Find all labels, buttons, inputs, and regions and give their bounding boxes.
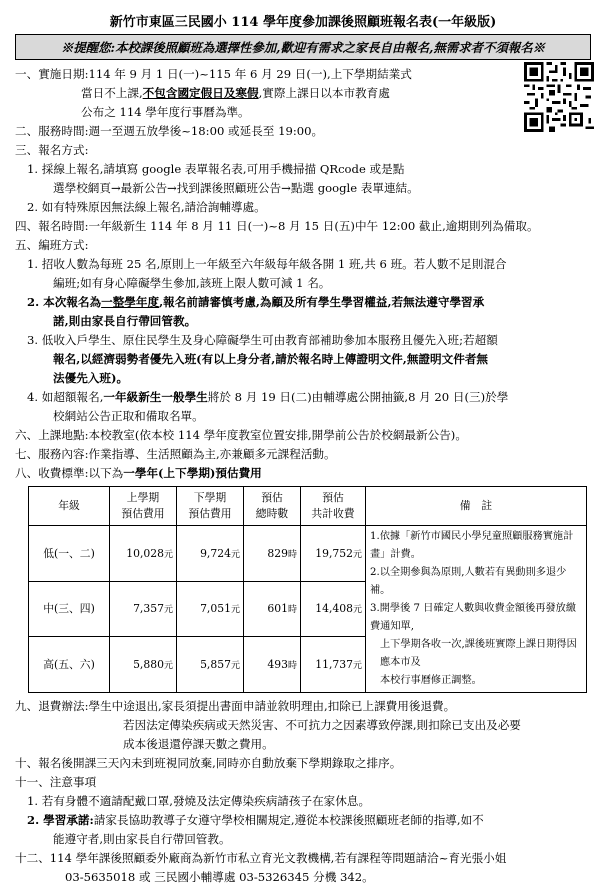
s8-pre: 八、收費標準:以下為 [15,466,124,480]
unit: 元 [352,549,362,560]
s3-item2: 2. 如有特殊原因無法線上報名,請洽詢輔導處。 [27,200,266,214]
s1-text-end: ,實際上課日以本市教育處 [258,86,390,100]
s5-item1-line2: 編班;如有身心障礙學生參加,該班上限人數可減 1 名。 [53,276,331,290]
value: 10,028 [126,546,164,560]
unit: 元 [163,549,173,560]
s12-contact-line2: 03-5635018 或 三民國小輔導處 03-5326345 分機 342。 [65,870,374,884]
value: 5,880 [133,658,164,672]
note-3-cont2: 本校行事曆修正調整。 [380,675,482,686]
s6-location: 六、上課地點:本校教室(依本校 114 學年度教室位置安排,開學前公告於校網最新公告)。 [15,428,467,442]
s11-item2-line1 [13,811,593,830]
s11-heading: 十一、注意事項 [15,775,97,789]
row-hours [244,581,301,637]
registration-form [13,8,593,887]
table-row [29,526,587,582]
warning-banner: ※提醒您:本校課後照顧班為選擇性參加,歡迎有需求之家長自由報名,無需求者不須報名※ [15,34,591,60]
row-hours [244,526,301,582]
col-upper-fee: 上學期 預估費用 [110,487,177,526]
s12-contact-line1: 十二、114 學年課後照顧委外廠商為新竹市私立育光文教機構,若有課程等問題請洽~育光張小姐 [15,851,507,865]
value: 7,051 [200,602,231,616]
s3-item1-line1: 1. 採線上報名,請填寫 google 表單報名表,可用手機掃描 QRcode 或是點 [27,162,405,176]
value: 829 [267,546,288,560]
col-lower-fee: 下學期 預估費用 [177,487,244,526]
s8-bold: 一學年(上下學期)預估費用 [123,466,262,480]
unit: 元 [230,661,240,672]
row-grade: 低(一、二) [29,526,110,582]
s4-registration-time: 四、報名時間:一年級新生 114 年 8 月 11 日(一)~8 月 15 日(五)中午 12:00 截止,逾期則列為備取。 [15,219,539,233]
row-lower-fee [177,637,244,693]
s5-heading: 五、編班方式: [15,238,89,252]
col-notes: 備 註 [366,487,587,526]
row-total [301,526,366,582]
s11-item2-bold: 2. 學習承諾: [27,813,94,827]
col-total: 預估 共計收費 [301,487,366,526]
row-lower-fee [177,581,244,637]
row-upper-fee [110,637,177,693]
s5-item4-line1 [13,388,593,407]
fee-table [28,486,587,693]
unit: 元 [352,605,362,616]
value: 9,724 [200,546,231,560]
row-total [301,581,366,637]
note-2: 2.以全期參與為原則,人數若有異動則多退少補。 [370,567,567,596]
s5-item4-pre: 4. 如超額報名, [27,390,104,404]
s11-item2-line2: 能遵守者,則由家長自行帶回管教。 [53,832,231,846]
value: 5,857 [200,658,231,672]
s5-item1-line1: 1. 招收人數為每班 25 名,原則上一年級至六年級每年級各開 1 班,共 6 班。若人數不足則混合 [27,257,507,271]
row-upper-fee [110,581,177,637]
s8-fee-heading [13,464,593,483]
s11-item1: 1. 若有身體不適請配戴口罩,發燒及法定傳染疾病請孩子在家休息。 [27,794,371,808]
note-1: 1.依據「新竹市國民小學兒童照顧服務實施計畫」計費。 [370,531,574,560]
unit: 元 [230,549,240,560]
unit: 元 [163,605,173,616]
row-lower-fee [177,526,244,582]
s1-text: 當日不上課, [81,86,143,100]
s10-forfeit: 十、報名後開課三天內未到班視同放棄,同時亦自動放棄下學期錄取之排序。 [15,756,402,770]
row-total [301,637,366,693]
col-grade: 年級 [29,487,110,526]
s1-line3: 公布之 114 學年度行事曆為準。 [81,105,250,119]
value: 14,408 [315,602,353,616]
s1-line1: 一、實施日期:114 年 9 月 1 日(一)~115 年 6 月 29 日(一),上下學期結業式 [15,67,412,81]
s5-item2-line2: 諾,則由家長自行帶回管教。 [53,314,197,328]
s5-item2-underline: 一整學年度 [101,295,160,309]
s9-refund-line1: 九、退費辦法:學生中途退出,家長須提出書面申請並敘明理由,扣除已上課費用後退費。 [15,699,456,713]
unit: 時 [287,605,297,616]
s9-refund-line3: 成本後退還停課天數之費用。 [123,737,274,751]
unit: 元 [352,661,362,672]
value: 11,737 [315,658,353,672]
row-upper-fee [110,526,177,582]
note-3: 3.開學後 7 日確定人數與收費金額後再發放繳費通知單, [370,603,577,632]
s1-emphasis: 不包含國定假日及寒假 [142,86,259,100]
row-grade: 高(五、六) [29,637,110,693]
page-title: 新竹市東區三民國小 114 學年度參加課後照顧班報名表(一年級版) [109,15,497,30]
s7-content: 七、服務內容:作業指導、生活照顧為主,亦兼顧多元課程活動。 [15,447,336,461]
s3-item1-line2: 選學校網頁→最新公告→找到課後照顧班公告→點選 google 表單連結。 [53,181,419,195]
value: 493 [267,658,288,672]
unit: 元 [230,605,240,616]
s3-heading: 三、報名方式: [15,143,89,157]
value: 19,752 [315,546,353,560]
note-3-cont: 上下學期各收一次,課後班實際上課日期得因應本市及 [380,639,577,668]
value: 7,357 [133,602,164,616]
col-hours: 預估 總時數 [244,487,301,526]
qr-code-icon[interactable] [524,62,594,132]
s5-item4-post: 將於 8 月 19 日(二)由輔導處公開抽籤,8 月 20 日(三)於學 [207,390,509,404]
s5-item2-line1 [13,293,593,312]
unit: 時 [287,661,297,672]
s11-item2-post: 請家長協助教導子女遵守學校相關規定,遵從本校課後照顧班老師的指導,如不 [93,813,484,827]
value: 601 [267,602,288,616]
s5-item4-bold: 一年級新生一般學生 [103,390,208,404]
s5-item3-line3: 法優先入班)。 [53,371,129,385]
s5-item3-line1: 3. 低收入戶學生、原住民學生及身心障礙學生可由教育部補助參加本服務且優先入班;若超額 [27,333,498,347]
s5-item3-line2: 報名,以經濟弱勢者優先入班(有以上身分者,請於報名時上傳證明文件,無證明文件者無 [53,352,488,366]
s5-item4-line2: 校網站公告正取和備取名單。 [53,409,204,423]
s5-item2-post: ,報名前請審慎考慮,為顧及所有學生學習權益,若無法遵守學習承 [159,295,485,309]
unit: 時 [287,549,297,560]
s2-service-time: 二、服務時間:週一至週五放學後~18:00 或延長至 19:00。 [15,124,324,138]
s5-item2-pre: 2. 本次報名為 [27,295,102,309]
s9-refund-line2: 若因法定傳染疾病或天然災害、不可抗力之因素導致停課,則扣除已支出及必要 [123,718,521,732]
s1-line2 [13,84,593,103]
fee-table-header-row [29,487,587,526]
notes-cell [366,526,587,693]
row-hours [244,637,301,693]
unit: 元 [163,661,173,672]
row-grade: 中(三、四) [29,581,110,637]
